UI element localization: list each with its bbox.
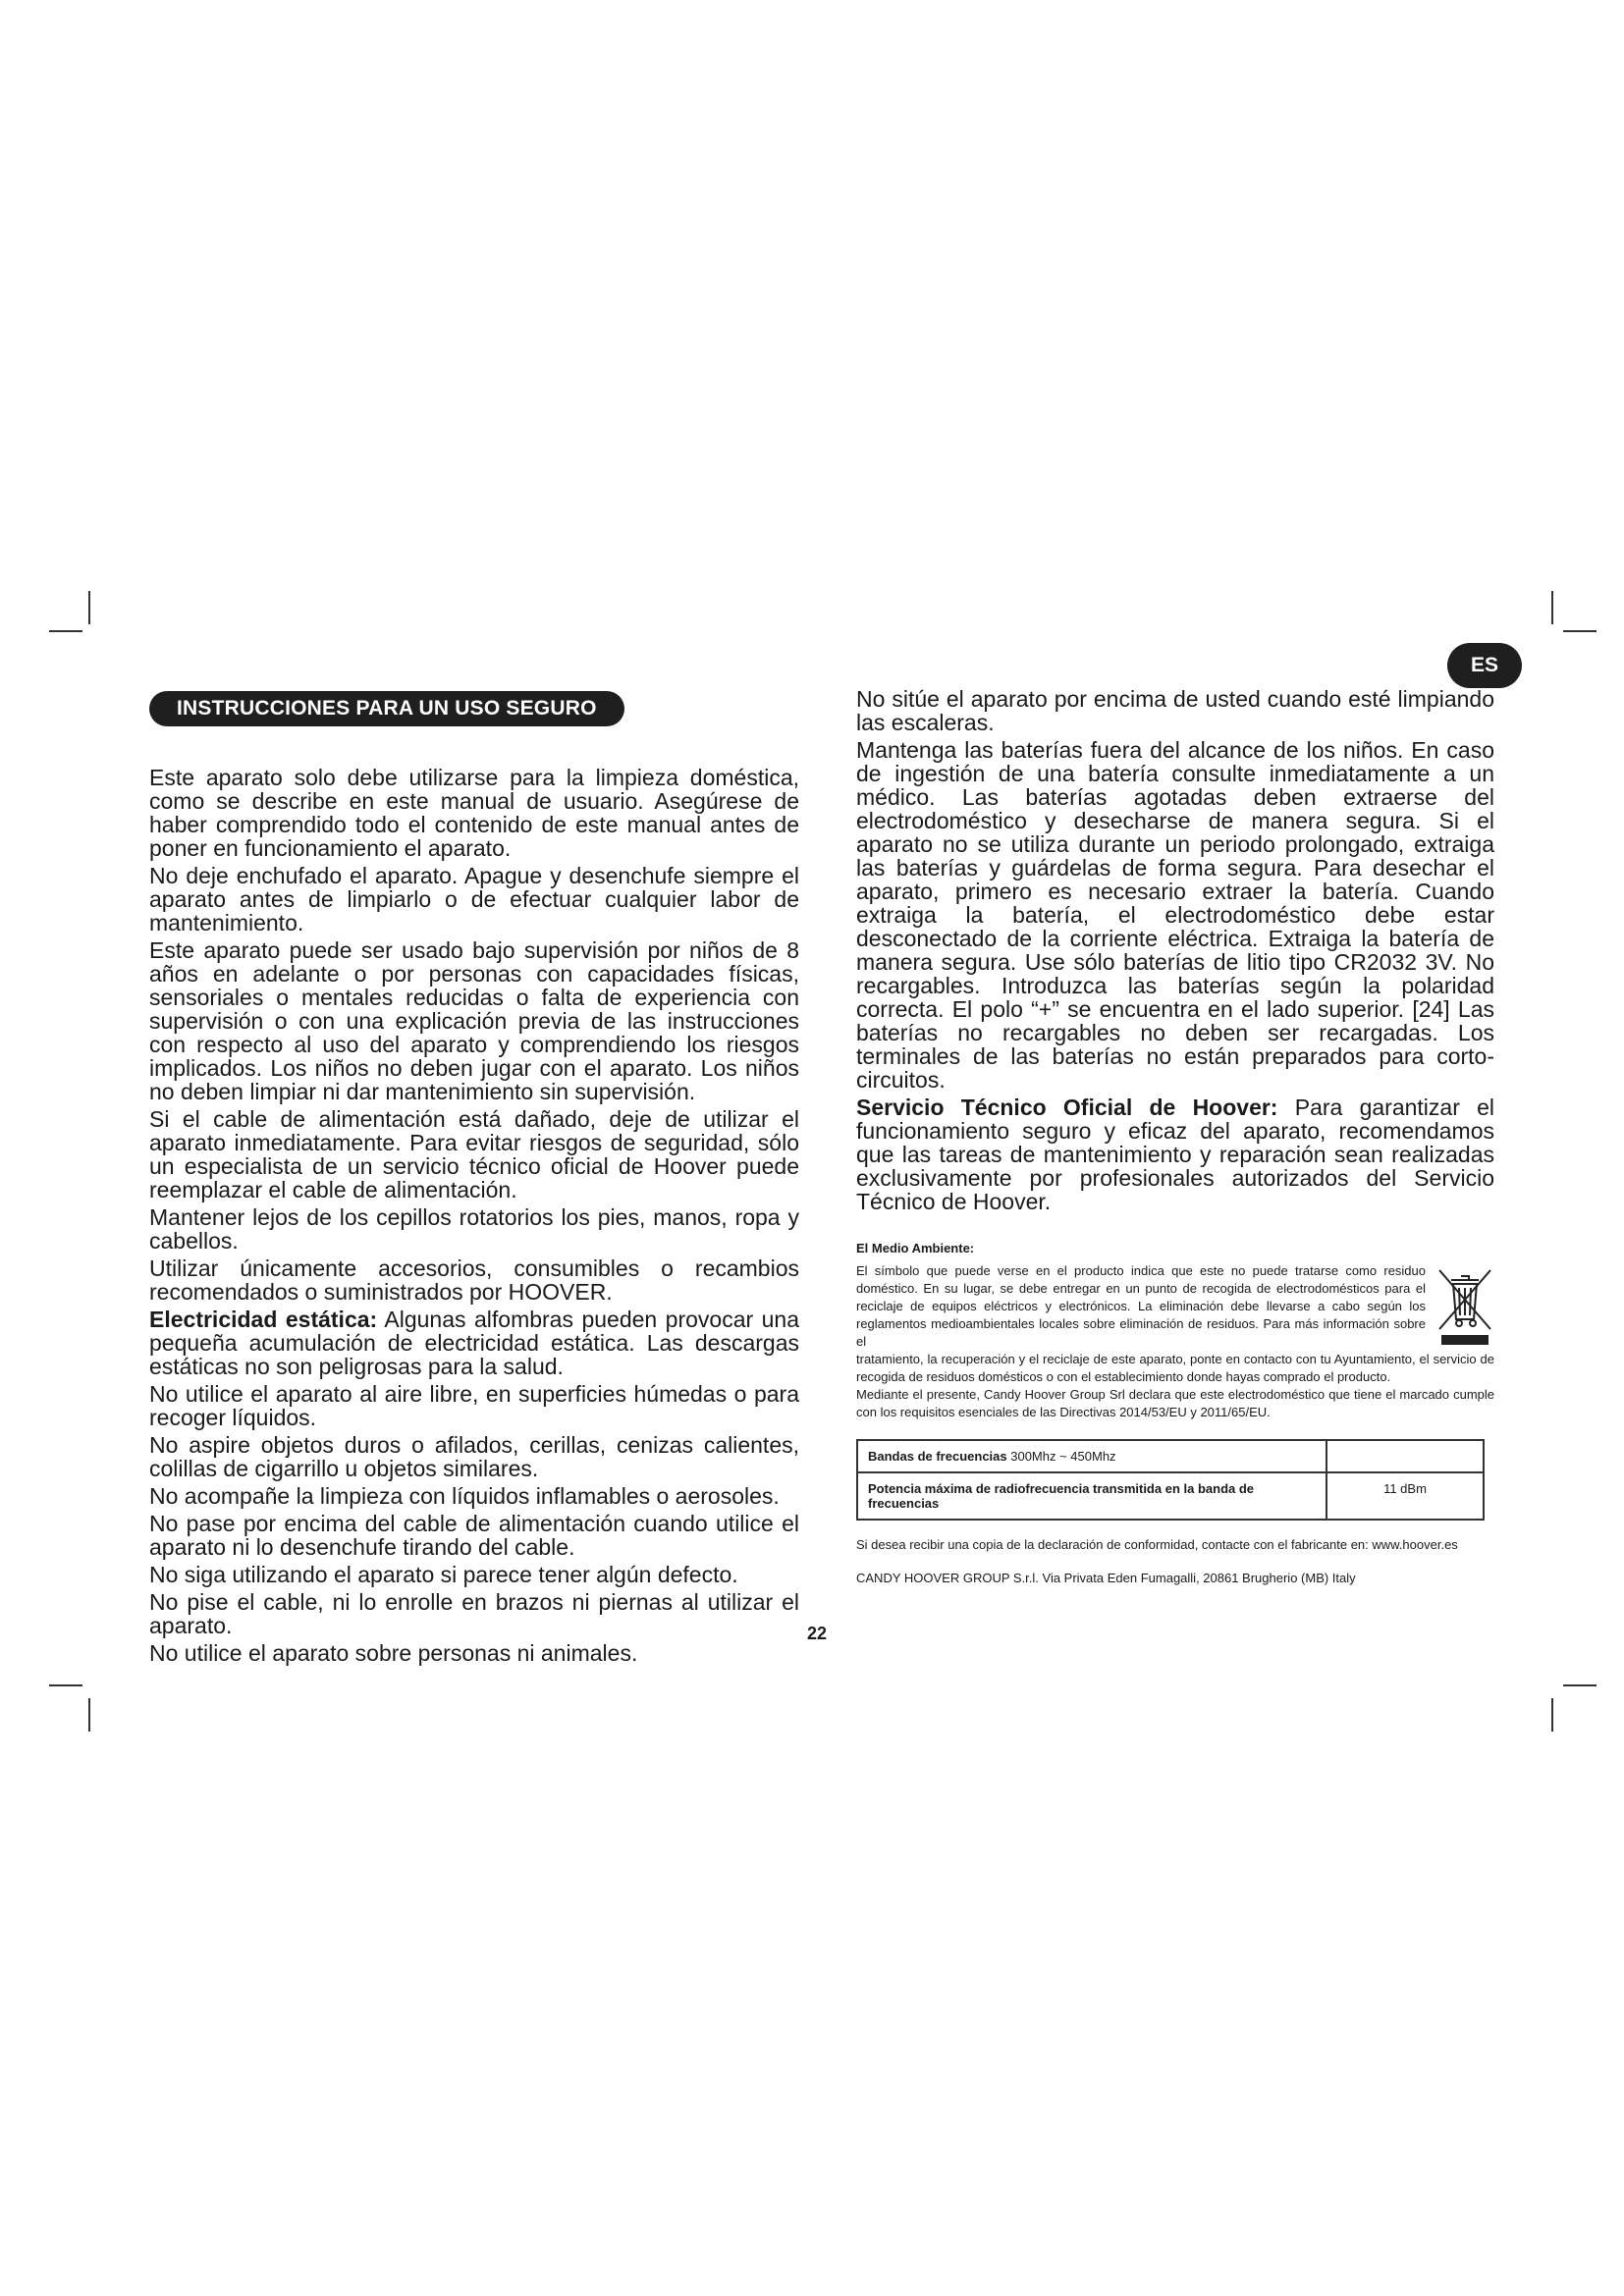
- crop-mark: [1563, 630, 1597, 632]
- paragraph: No sitúe el aparato por encima de usted cuando esté limpiando las escaleras.: [856, 686, 1494, 735]
- paragraph: No aspire objetos duros o afilados, cerillas, cenizas calientes, colillas de cigarrillo u objetos similares.: [149, 1432, 799, 1481]
- page-number: 22: [807, 1624, 828, 1643]
- table-cell: [857, 1440, 1326, 1472]
- environment-text: El símbolo que puede verse en el producto indica que este no puede tratarse como residuo doméstico. En su lugar, se debe entregar en un punto de recogida de electrodomésticos para el reciclaje de equipos eléctricos y electrónicos. La eliminación debe llevarse a cabo según los reglamentos medioambientales locales sobre eliminación de residuos. Para más información sobre el: [856, 1263, 1426, 1349]
- paragraph: No utilice el aparato al aire libre, en superficies húmedas o para recoger líquidos.: [149, 1381, 799, 1430]
- left-column: [149, 687, 799, 1669]
- declaration-note: Si desea recibir una copia de la declaración de conformidad, contacte con el fabricante en: www.hoover.es: [856, 1537, 1458, 1552]
- service-label: Servicio Técnico Oficial de Hoover:: [856, 1095, 1278, 1120]
- language-badge: ES: [1447, 643, 1522, 688]
- table-row: [857, 1440, 1484, 1472]
- environment-block: [856, 1262, 1494, 1421]
- paragraph: Este aparato puede ser usado bajo supervisión por niños de 8 años en adelante o por personas con capacidades físicas, sensoriales o mentales reducidas o falta de experiencia con supervisión o con una explicación previa de las instrucciones con respecto al uso del aparato y comprendiendo los riesgos implicados. Los niños no deben jugar con el aparato. Los niños no deben limpiar ni dar mantenimiento sin supervisión.: [149, 937, 799, 1104]
- manufacturer-address: CANDY HOOVER GROUP S.r.l. Via Privata Eden Fumagalli, 20861 Brugherio (MB) Italy: [856, 1571, 1356, 1585]
- paragraph: Utilizar únicamente accesorios, consumibles o recambios recomendados o suministrados por HOOVER.: [149, 1255, 799, 1305]
- static-electricity-label: Electricidad estática:: [149, 1307, 378, 1332]
- paragraph: Si el cable de alimentación está dañado, deje de utilizar el aparato inmediatamente. Para evitar riesgos de seguridad, sólo un especialista de un servicio técnico oficial de Hoover puede reemplazar el cable de alimentación.: [149, 1106, 799, 1202]
- paragraph: No utilice el aparato sobre personas ni animales.: [149, 1640, 638, 1666]
- conformity-text: Mediante el presente, Candy Hoover Group Srl declara que este electrodoméstico que tiene el marcado cumple con los requisitos esenciales de las Directivas 2014/53/EU y 2011/65/EU.: [856, 1387, 1494, 1419]
- service-paragraph: [856, 1095, 1494, 1213]
- right-column: [856, 687, 1494, 1603]
- table-row: [857, 1472, 1484, 1520]
- crop-mark: [49, 1684, 82, 1686]
- paragraph: No deje enchufado el aparato. Apague y desenchufe siempre el aparato antes de limpiarlo o de efectuar cualquier labor de mantenimiento.: [149, 863, 799, 935]
- table-cell: [1326, 1440, 1484, 1472]
- static-electricity-text: Algunas alfombras pueden provocar una pequeña acumulación de electricidad estática. Las descargas estáticas no son peligrosas para la salud.: [149, 1307, 799, 1379]
- crop-mark: [88, 591, 90, 624]
- crop-mark: [1563, 1684, 1597, 1686]
- section-title: INSTRUCCIONES PARA UN USO SEGURO: [149, 691, 624, 726]
- crop-mark: [1551, 1698, 1553, 1732]
- environment-text: tratamiento, la recuperación y el reciclaje de este aparato, ponte en contacto con tu Ayuntamiento, el servicio de recogida de residuos domésticos o con el establecimiento donde hayas comprado el producto.: [856, 1352, 1494, 1384]
- static-electricity-paragraph: [149, 1308, 799, 1378]
- paragraph: No pise el cable, ni lo enrolle en brazos ni piernas al utilizar el aparato.: [149, 1589, 799, 1638]
- paragraph: Mantenga las baterías fuera del alcance de los niños. En caso de ingestión de una batería consulte inmediatamente a un médico. Las baterías agotadas deben extraerse del electrodoméstico y desecharse de manera segura. Si el aparato no se utiliza durante un periodo prolongado, extraiga las baterías y guárdelas de forma segura. Para desechar el aparato, primero es necesario extraer la batería. Cuando extraiga la batería, el electrodoméstico debe estar desconectado de la corriente eléctrica. Extraiga la batería de manera segura. Use sólo baterías de litio tipo CR2032 3V. No recargables. Introduzca las baterías según la polaridad correcta. El polo “+” se encuentra en el lado superior. [24] Las baterías no recargables no deben ser recargadas. Los terminales de las baterías no están preparados para corto-circuitos.: [856, 737, 1494, 1093]
- service-text: Para garantizar el funcionamiento seguro y eficaz del aparato, recomendamos que las tareas de mantenimiento y reparación sean realizadas exclusivamente por profesionales autorizados del Servicio Técnico de Hoover.: [856, 1095, 1495, 1214]
- paragraph: No pase por encima del cable de alimentación cuando utilice el aparato ni lo desenchufe tirando del cable.: [149, 1511, 799, 1560]
- paragraph: No siga utilizando el aparato si parece tener algún defecto.: [149, 1562, 738, 1587]
- crop-mark: [49, 630, 82, 632]
- frequency-table: [856, 1439, 1485, 1521]
- frequency-band-label: Bandas de frecuencias: [868, 1449, 1007, 1464]
- max-power-label: Potencia máxima de radiofrecuencia transmitida en la banda de frecuencias: [857, 1472, 1326, 1520]
- crop-mark: [88, 1698, 90, 1732]
- environment-title: El Medio Ambiente:: [856, 1241, 975, 1255]
- max-power-value: 11 dBm: [1326, 1472, 1484, 1520]
- crossed-out-wheelie-bin-icon: [1435, 1264, 1494, 1347]
- paragraph: Este aparato solo debe utilizarse para la limpieza doméstica, como se describe en este manual de usuario. Asegúrese de haber comprendido todo el contenido de este manual antes de poner en funcionamiento el aparato.: [149, 765, 799, 861]
- crop-mark: [1551, 591, 1553, 624]
- paragraph: No acompañe la limpieza con líquidos inflamables o aerosoles.: [149, 1483, 780, 1509]
- frequency-band-value: 300Mhz ~ 450Mhz: [1006, 1449, 1116, 1464]
- paragraph: Mantener lejos de los cepillos rotatorios los pies, manos, ropa y cabellos.: [149, 1204, 799, 1254]
